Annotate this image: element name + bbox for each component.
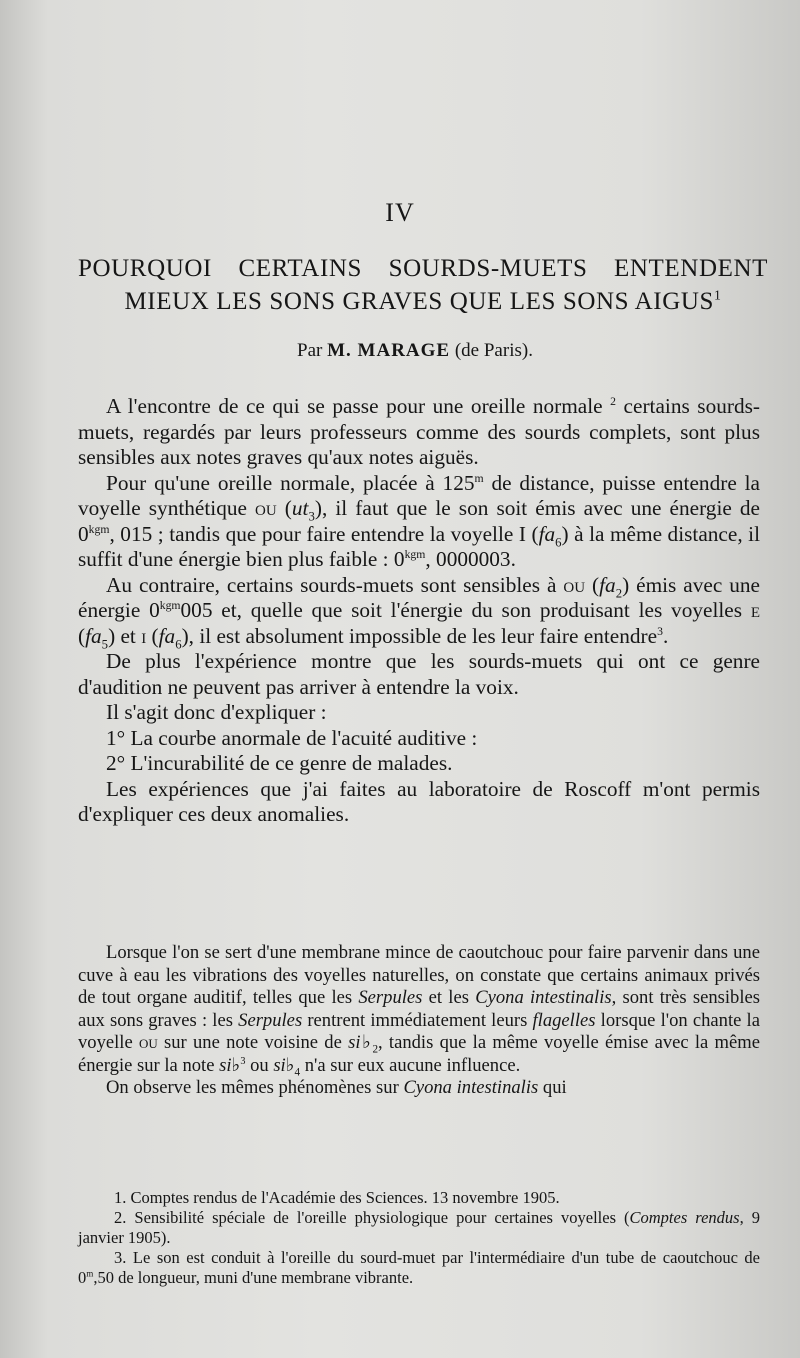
paragraph-6: 1° La courbe anormale de l'acuité auditive : [106,725,478,750]
chapter-number: IV [385,198,415,227]
paragraph-2: Pour qu'une oreille normale, placée à 125$^m$ de distance, puisse entendre la voyelle synthétique ou $(ut_3)$, il faut que le son soit émis avec une énergie de $0^{kgm}$, 015 ; tandis que pour faire entendre la voyelle I $(fa_6)$ à la même distance, il suffit d'une énergie bien plus faible : $0^{kgm}$, 0000003. [78,470,760,571]
paragraph-5: Il s'agit donc d'expliquer : [106,700,327,724]
footnote-3: 3. Le son est conduit à l'oreille du sourd-muet par l'intermédiaire d'un tube de caoutchouc de 0$^m$,50 de longueur, muni d'une membrane vibrante. [78,1248,760,1287]
author-name: M. MARAGE [327,340,451,361]
footnote-ref-3: 3 [657,624,663,638]
small-print-text [78,942,760,1100]
paragraph-1: A l'encontre de ce qui se passe pour une oreille normale $^2$ certains sourds-muets, regardés par leurs professeurs comme des sourds complets, sont plus sensibles aux notes graves qu'aux notes aiguës. [78,394,761,469]
main-text [78,394,760,828]
article-title [78,252,768,318]
title-line-1: POURQUOI CERTAINS SOURDS-MUETS ENTENDENT [78,255,768,282]
small-paragraph-1: Lorsque l'on se sert d'une membrane mince de caoutchouc pour faire parvenir dans une cuve à eau les vibrations des voyelles naturelles, on constate que certains animaux privés de tout organe auditif, telles que les Serpules et les Cyona intestinalis, sont très sensibles aux sons graves : les Serpules rentrent immédiatement leurs flagelles lorsque l'on chante la voyelle ou sur une note voisine de $si♭_2$, tandis que la même voyelle émise avec la même énergie sur la note si♭$^3$ ou $si♭_4$ n'a sur eux aucune influence. [78,942,760,1079]
footnote-ref-2: 2 [610,394,617,408]
paragraph-8: Les expériences que j'ai faites au laboratoire de Roscoff m'ont permis d'expliquer ces deux anomalies. [78,776,760,826]
byline: Par M. MARAGE (de Paris). [297,340,533,361]
title-footnote-ref: 1 [714,287,722,303]
footnote-1: 1. Comptes rendus de l'Académie des Sciences. 13 novembre 1905. [114,1188,560,1207]
paragraph-4: De plus l'expérience montre que les sourds-muets qui ont ce genre d'audition ne peuvent pas arriver à entendre la voix. [78,649,760,699]
footnotes [78,1188,760,1288]
paragraph-3: Au contraire, certains sourds-muets sont sensibles à ou $(fa_2)$ émis avec une énergie $0^{kgm}005$ et, quelle que soit l'énergie du son produisant les voyelles e $(fa_5)$ et i $(fa_6)$, il est absolument impossible de les leur faire entendre$^3$. [78,572,761,651]
footnote-2: 2. Sensibilité spéciale de l'oreille physiologique pour certaines voyelles (Comptes rendus, 9 janvier 1905). [78,1208,760,1247]
title-line-2: MIEUX LES SONS GRAVES QUE LES SONS AIGUS$^1$ [124,287,722,315]
paragraph-7: 2° L'incurabilité de ce genre de malades. [106,751,453,775]
small-paragraph-2: On observe les mêmes phénomènes sur Cyona intestinalis qui [106,1077,567,1098]
